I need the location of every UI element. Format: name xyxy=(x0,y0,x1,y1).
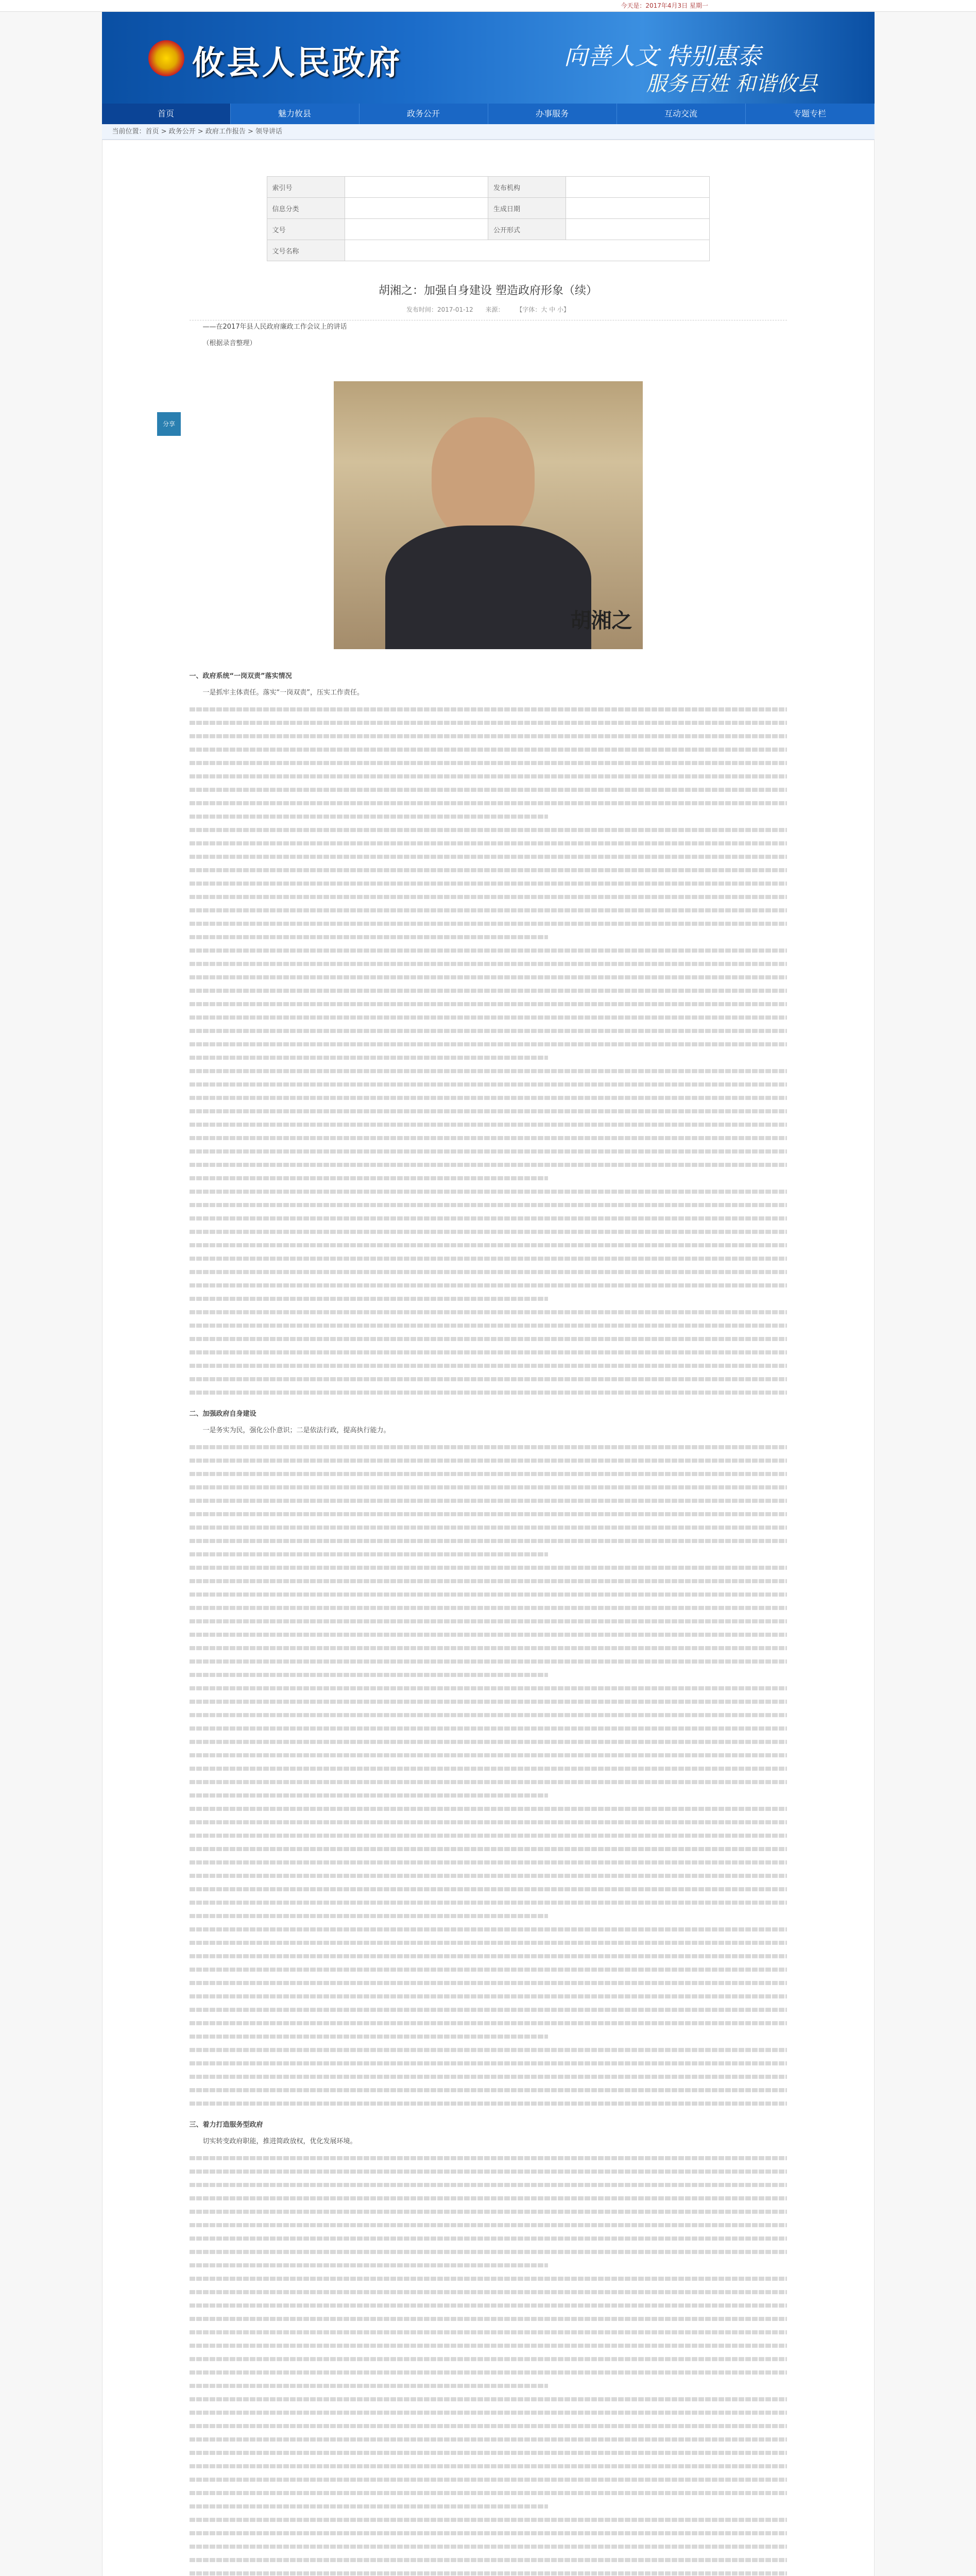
text-line xyxy=(190,1372,787,1386)
text-line xyxy=(190,1534,787,1548)
main-nav xyxy=(102,104,875,124)
text-line xyxy=(190,1225,787,1239)
paragraph-block xyxy=(190,2151,787,2576)
photo-suit xyxy=(385,526,591,649)
text-line xyxy=(190,2245,787,2259)
text-line xyxy=(190,1198,787,1212)
text-line xyxy=(190,2540,787,2553)
text-line xyxy=(190,1548,548,1561)
info-value xyxy=(566,198,710,219)
text-line xyxy=(190,1749,787,1762)
text-line xyxy=(190,2366,787,2379)
nav-charm[interactable]: 魅力攸县 xyxy=(231,104,359,124)
text-line xyxy=(190,743,787,756)
text-line xyxy=(190,1131,787,1145)
text-line xyxy=(190,2151,787,2165)
text-line xyxy=(190,1319,787,1332)
text-line xyxy=(190,1091,787,1105)
info-value xyxy=(345,177,488,198)
text-line xyxy=(190,1279,787,1292)
paragraph: 一是抓牢主体责任。落实“一岗双责”，压实工作责任。 xyxy=(202,689,364,697)
article-source: 来源： xyxy=(485,306,504,313)
article-body-sections-2 xyxy=(190,1408,787,1437)
text-line xyxy=(190,1950,787,1963)
text-line xyxy=(190,1682,787,1695)
text-line xyxy=(190,1789,548,1802)
text-line xyxy=(190,2527,787,2540)
text-line xyxy=(190,2500,548,2513)
text-line xyxy=(190,1990,787,2003)
text-line xyxy=(190,1078,787,1091)
text-line xyxy=(190,1359,787,1372)
text-line xyxy=(190,904,787,917)
text-line xyxy=(190,837,787,850)
text-line xyxy=(190,2272,787,2285)
text-line xyxy=(190,2339,787,2352)
text-line xyxy=(190,877,787,890)
text-line xyxy=(190,756,787,770)
text-line xyxy=(190,1668,548,1682)
text-line xyxy=(190,1869,787,1883)
text-line xyxy=(190,1695,787,1708)
text-line xyxy=(190,783,787,796)
nav-interaction[interactable]: 互动交流 xyxy=(617,104,746,124)
text-line xyxy=(190,1158,787,1172)
info-key: 公开形式 xyxy=(488,219,566,240)
nav-government-affairs[interactable]: 政务公开 xyxy=(359,104,488,124)
text-line xyxy=(190,1722,787,1735)
text-line xyxy=(190,1481,787,1494)
nav-services[interactable]: 办事服务 xyxy=(488,104,617,124)
text-line xyxy=(190,1118,787,1131)
section-heading: 一、政府系统“一岗双责”落实情况 xyxy=(189,672,292,680)
text-line xyxy=(190,2486,787,2500)
text-line xyxy=(190,2057,787,2070)
text-line xyxy=(190,971,787,984)
text-line xyxy=(190,944,787,957)
text-line xyxy=(190,1842,787,1856)
lead-line: ——在2017年县人民政府廉政工作会议上的讲话 xyxy=(202,323,347,331)
text-line xyxy=(190,1574,787,1588)
paragraph-block xyxy=(190,703,787,1399)
nav-topics[interactable]: 专题专栏 xyxy=(746,104,875,124)
speaker-photo xyxy=(334,381,643,649)
text-line xyxy=(190,2419,787,2433)
text-line xyxy=(190,1521,787,1534)
national-emblem-icon xyxy=(148,40,184,76)
font-size-switch[interactable]: 【字体：大 中 小】 xyxy=(516,306,570,313)
text-line xyxy=(190,1051,548,1064)
text-line xyxy=(190,957,787,971)
text-line xyxy=(190,823,787,837)
info-value xyxy=(566,177,710,198)
info-value xyxy=(566,219,710,240)
text-line xyxy=(190,1386,787,1399)
text-line xyxy=(190,1185,787,1198)
text-line xyxy=(190,2205,787,2218)
text-line xyxy=(190,1829,787,1842)
text-line xyxy=(190,2178,787,2192)
text-line xyxy=(190,1976,787,1990)
publish-date: 发布时间：2017-01-12 xyxy=(406,306,473,313)
article-body-sections xyxy=(190,670,787,700)
info-table xyxy=(267,176,710,261)
text-line xyxy=(190,1856,787,1869)
text-line xyxy=(190,2513,787,2527)
text-line xyxy=(190,730,787,743)
text-line xyxy=(190,1936,787,1950)
text-line xyxy=(190,1923,787,1936)
text-line xyxy=(190,2473,787,2486)
text-line xyxy=(190,2192,787,2205)
text-line xyxy=(190,1762,787,1775)
text-line xyxy=(190,2259,548,2272)
text-line xyxy=(190,2030,548,2043)
text-line xyxy=(190,1963,787,1976)
text-line xyxy=(190,1306,787,1319)
text-line xyxy=(190,703,787,716)
text-line xyxy=(190,716,787,730)
text-line xyxy=(190,1332,787,1346)
paragraph: 一是务实为民，强化公仆意识；二是依法行政，提高执行能力。 xyxy=(202,1427,390,1434)
text-line xyxy=(190,1494,787,1507)
text-line xyxy=(190,2003,787,2016)
text-line xyxy=(190,1454,787,1467)
article-body-sections-3 xyxy=(190,2119,787,2148)
text-line xyxy=(190,1011,787,1024)
text-line xyxy=(190,930,548,944)
article-body xyxy=(190,320,787,350)
text-line xyxy=(190,863,787,877)
text-line xyxy=(190,2393,787,2406)
text-line xyxy=(190,1212,787,1225)
text-line xyxy=(190,2285,787,2299)
text-line xyxy=(190,890,787,904)
text-line xyxy=(190,2016,787,2030)
info-key: 文号名称 xyxy=(267,240,345,261)
breadcrumb: 当前位置：首页 > 政务公开 > 政府工作报告 > 领导讲话 xyxy=(102,124,875,140)
article xyxy=(190,282,787,2576)
text-line xyxy=(190,1909,548,1923)
text-line xyxy=(190,2083,787,2097)
photo-face xyxy=(432,417,535,541)
text-line xyxy=(190,2460,787,2473)
section-heading: 二、加强政府自身建设 xyxy=(189,1410,256,1418)
header-slogan-1: 向善人文 特别惠泰 xyxy=(563,42,761,70)
text-line xyxy=(190,2165,787,2178)
text-line xyxy=(190,2232,787,2245)
photo-signature: 胡湘之 xyxy=(570,608,632,633)
text-line xyxy=(190,796,787,810)
text-line xyxy=(190,1816,787,1829)
text-line xyxy=(190,2326,787,2339)
article-title: 胡湘之：加强自身建设 塑造政府形象（续） xyxy=(379,284,597,297)
site-header xyxy=(102,12,875,104)
site-logo[interactable]: 攸县人民政府 xyxy=(192,44,402,82)
text-line xyxy=(190,2312,787,2326)
nav-home[interactable]: 首页 xyxy=(102,104,231,124)
text-line xyxy=(190,917,787,930)
header-slogan-2: 服务百姓 和谐攸县 xyxy=(646,72,818,96)
content-page xyxy=(102,140,875,2576)
text-line xyxy=(190,1655,787,1668)
text-line xyxy=(190,810,548,823)
top-date-bar: 今天是：2017年4月3日 星期一 xyxy=(0,0,976,12)
text-line xyxy=(190,1252,787,1265)
text-line xyxy=(190,2299,787,2312)
text-line xyxy=(190,2446,787,2460)
text-line xyxy=(190,2567,787,2576)
lead-line: （根据录音整理） xyxy=(202,340,256,347)
text-line xyxy=(190,1735,787,1749)
text-line xyxy=(190,1172,548,1185)
article-meta xyxy=(190,305,787,320)
text-line xyxy=(190,1346,787,1359)
text-line xyxy=(190,2352,787,2366)
text-line xyxy=(190,1775,787,1789)
text-line xyxy=(190,1561,787,1574)
info-key: 信息分类 xyxy=(267,198,345,219)
text-line xyxy=(190,1292,548,1306)
text-line xyxy=(190,1239,787,1252)
text-line xyxy=(190,2070,787,2083)
text-line xyxy=(190,2433,787,2446)
info-key: 文号 xyxy=(267,219,345,240)
text-line xyxy=(190,1883,787,1896)
text-line xyxy=(190,1038,787,1051)
info-value xyxy=(345,219,488,240)
section-heading: 三、着力打造服务型政府 xyxy=(189,2121,263,2129)
text-line xyxy=(190,1024,787,1038)
text-line xyxy=(190,2097,787,2110)
text-line xyxy=(190,1628,787,1641)
text-line xyxy=(190,997,787,1011)
paragraph: 切实转变政府职能，推进简政放权，优化发展环境。 xyxy=(202,2138,357,2145)
text-line xyxy=(190,1105,787,1118)
info-key: 发布机构 xyxy=(488,177,566,198)
text-line xyxy=(190,850,787,863)
text-line xyxy=(190,1588,787,1601)
text-line xyxy=(190,770,787,783)
text-line xyxy=(190,1467,787,1481)
text-line xyxy=(190,1802,787,1816)
text-line xyxy=(190,2553,787,2567)
text-line xyxy=(190,1145,787,1158)
text-line xyxy=(190,2218,787,2232)
text-line xyxy=(190,1708,787,1722)
text-line xyxy=(190,1641,787,1655)
info-key: 索引号 xyxy=(267,177,345,198)
text-line xyxy=(190,2379,548,2393)
text-line xyxy=(190,984,787,997)
share-button[interactable]: 分享 xyxy=(157,412,181,436)
text-line xyxy=(190,1064,787,1078)
text-line xyxy=(190,1265,787,1279)
text-line xyxy=(190,1601,787,1615)
text-line xyxy=(190,2406,787,2419)
info-value xyxy=(345,198,488,219)
text-line xyxy=(190,1896,787,1909)
text-line xyxy=(190,1615,787,1628)
text-line xyxy=(190,2043,787,2057)
info-value xyxy=(345,240,709,261)
text-line xyxy=(190,1507,787,1521)
info-key: 生成日期 xyxy=(488,198,566,219)
paragraph-block xyxy=(190,1440,787,2110)
text-line xyxy=(190,1440,787,1454)
